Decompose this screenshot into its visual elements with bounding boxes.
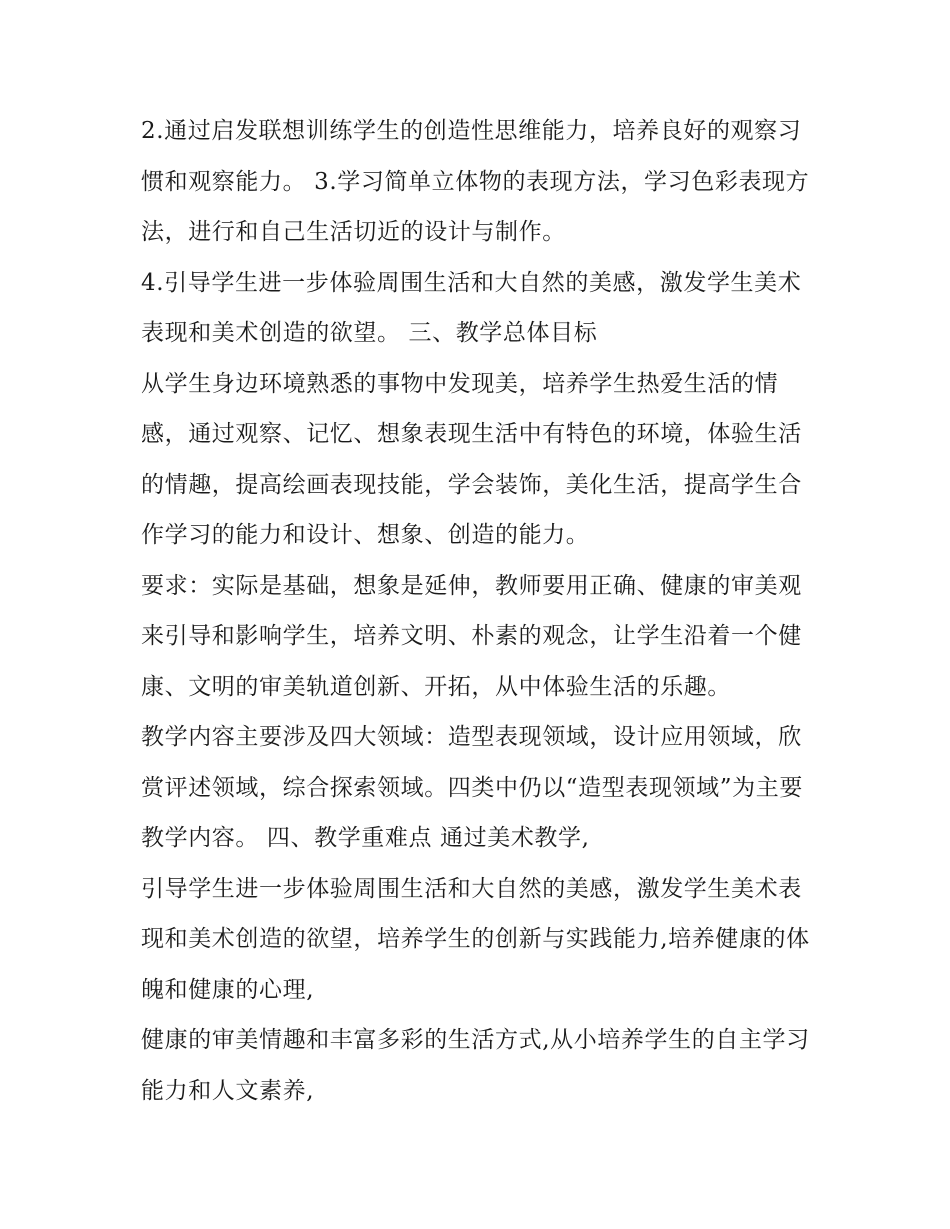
paragraph-overall-goal: 从学生身边环境熟悉的事物中发现美，培养学生热爱生活的情感，通过观察、记忆、想象表现生活中有特色的环境，体验生活的情趣，提高绘画表现技能，学会装饰，美化生活，提高学生合作学习的能力和设计、想象、创造的能力。 — [141, 370, 802, 548]
paragraph-teaching-content: 教学内容主要涉及四大领域：造型表现领域，设计应用领域，欣赏评述领域，综合探索领域。四类中仍以“造型表现领域”为主要教学内容。 四、教学重难点 通过美术教学, — [141, 724, 803, 851]
paragraph-aesthetic: 健康的审美情趣和丰富多彩的生活方式,从小培养学生的自主学习能力和人文素养, — [141, 1027, 810, 1104]
paragraph-objectives-2-3: 2.通过启发联想训练学生的创造性思维能力，培养良好的观察习惯和观察能力。 3.学习简单立体物的表现方法，学习色彩表现方法，进行和自己生活切近的设计与制作。 — [141, 118, 810, 245]
paragraph-objective-4: 4.引导学生进一步体验周围生活和大自然的美感，激发学生美术表现和美术创造的欲望。 三、教学总体目标 — [141, 269, 802, 346]
document-body — [141, 106, 821, 1116]
paragraph-guidance: 引导学生进一步体验周围生活和大自然的美感，激发学生美术表现和美术创造的欲望，培养学生的创新与实践能力,培养健康的体魄和健康的心理, — [141, 875, 810, 1003]
paragraph-requirements: 要求：实际是基础，想象是延伸，教师要用正确、健康的审美观来引导和影响学生，培养文明、朴素的观念，让学生沿着一个健康、文明的审美轨道创新、开拓，从中体验生活的乐趣。 — [141, 572, 802, 700]
